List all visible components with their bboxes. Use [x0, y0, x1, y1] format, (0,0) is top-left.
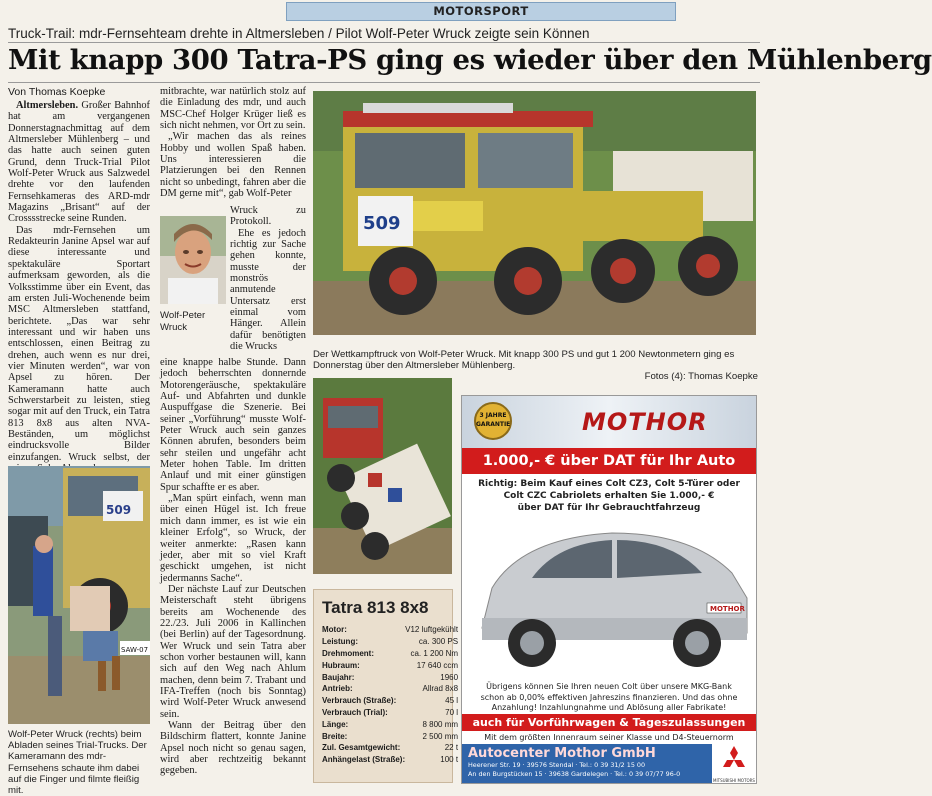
- car-plate: SAW-07: [121, 646, 149, 654]
- specs-label: Baujahr:: [322, 672, 355, 682]
- specs-value: Allrad 8x8: [422, 684, 459, 694]
- specs-label: Länge:: [322, 719, 349, 729]
- tech-specs-box: [313, 589, 459, 783]
- specs-label: Verbrauch (Trial):: [322, 707, 388, 717]
- mitsubishi-logo: [712, 744, 756, 783]
- ad-service: Mit dem größten Innenraum seiner Klasse und D4-Steuernorm: [484, 733, 734, 742]
- article-headline: Mit knapp 300 Tatra-PS ging es wieder über den Mühlenberg: [8, 44, 932, 76]
- specs-row: [322, 718, 458, 730]
- paragraph: Wann der Beitrag über den Bildschirm flattert, konnte Janine Apsel noch nicht so genau sagen, wird aber rechtzeitig bekannt gegeben.: [160, 720, 306, 777]
- dealer-address-1: Heerener Str. 19 · 39576 Stendal · Tel.: 0 39 31/2 15 00: [468, 761, 646, 769]
- specs-label: Breite:: [322, 731, 348, 741]
- specs-row: [322, 648, 458, 660]
- paragraph: Der nächste Lauf zur Deutschen Meisterschaft steht übrigens bereits am Wochenende des 22./23. Juli 2006 in Kallinchen (bei Berlin) auf der Tagesordnung. Wer Wruck und sein Tatra aber schon vorher bestaunen will, kann sich auf den Weg nach Ahlum machen, denn beim 7. Trabant und IFA-Treffen (noch bis Sonntag) wird Wolf-Peter Wruck anwesend sein.: [160, 583, 306, 720]
- specs-value: 2 500 mm: [422, 731, 459, 741]
- dealer-address-2: An den Burgstücken 15 · 39638 Gardelegen · Tel.: 0 39 07/77 96-0: [468, 769, 681, 778]
- ad-body-line: Richtig: Beim Kauf eines Colt CZ3, Colt 5-Türer oder: [478, 479, 740, 489]
- specs-row: [322, 624, 458, 636]
- specs-row: [322, 683, 458, 695]
- specs-value: 22 t: [444, 743, 459, 753]
- ad-offer: 1.000,- € über DAT für Ihr Auto: [462, 448, 756, 474]
- specs-label: Anhängelast (Straße):: [322, 755, 406, 765]
- paragraph: eine knappe halbe Stunde. Dann jedoch beherrschten donnernde Motorengeräusche, spektakuläre Auf- und Abfahrten und dunkle Auspuffgase die Szenerie. Bei seiner „Vorführung“ musste Wolf-Peter Wruck auch sein ganzes Können abrufen, besonders beim sehr steilen und ungefähr acht Meter hohen Table. Im dritten Anlauf und mit einer günstigen Spur schaffte er es aber.: [160, 357, 306, 493]
- specs-value: 1960: [440, 672, 459, 682]
- article-column-2-narrow: [230, 205, 306, 357]
- specs-value: ca. 1 200 Nm: [410, 648, 459, 658]
- ad-body-line: über DAT für Ihr Gebrauchtfahrzeug: [517, 503, 701, 513]
- divider: [8, 42, 760, 43]
- dealer-name: Autocenter Mothor GmbH: [468, 746, 656, 761]
- portrait-caption-line: Wolf-Peter: [160, 310, 206, 321]
- specs-label: Antrieb:: [322, 684, 353, 694]
- ad-finance-line: Übrigens können Sie Ihren neuen Colt über unsere MKG-Bank: [486, 682, 732, 691]
- portrait-caption-line: Wruck: [160, 322, 188, 333]
- photo-credit: Fotos (4): Thomas Koepke: [644, 371, 758, 383]
- car-advertisement: [461, 395, 757, 784]
- specs-value: 100 t: [440, 755, 459, 765]
- article-column-2-bottom: [160, 357, 306, 785]
- article-column-1: [8, 100, 150, 466]
- ad-finance: [468, 682, 750, 714]
- specs-label: Drehmoment:: [322, 648, 375, 658]
- ad-header: [462, 396, 756, 448]
- specs-row: [322, 742, 458, 754]
- article-kicker: Truck-Trail: mdr-Fernsehteam drehte in Altmersleben / Pilot Wolf-Peter Wruck zeigte sein Können: [8, 26, 590, 41]
- specs-value: 17 640 ccm: [416, 660, 459, 670]
- paragraph: mitbrachte, war natürlich stolz auf die Einladung des mdr, und auch MSC-Chef Holger Krüger ließ es sich nicht nehmen, vor Ort zu sein.: [160, 86, 306, 132]
- specs-label: Hubraum:: [322, 660, 360, 670]
- ad-body: [468, 478, 750, 514]
- unloading-caption: Wolf-Peter Wruck (rechts) beim Abladen seines Trial-Trucks. Der Kameramann des mdr-Fernsehens schaute ihm dabei auf die Finger und filmte fleißig mit.: [8, 729, 147, 796]
- paragraph: „Wir machen das als reines Hobby und wollen Spaß haben. Uns interessieren die Platzierungen bei den Rennen nicht so unbedingt, fahren aber die DM gerne mit“, gab Wolf-Peter: [160, 131, 306, 200]
- specs-table: [322, 624, 458, 766]
- dealer-footer: [462, 744, 712, 783]
- caption-text: Der Wettkampftruck von Wolf-Peter Wruck. Mit knapp 300 PS und gut 1 200 Newtonmetern ging es Donnerstag über den Altmersleber Mühlenberg.: [313, 349, 735, 372]
- paragraph: Das mdr-Fernsehen um Redakteurin Janine Apsel war auf diese interessante und spektakuläre Sportart aufmerksam geworden, als die Volksstimme über ein Event, das am ersten Juli-Wochenende beim MSC Altmersleben stattfand, berichtete. „Das war sehr interessant und wir haben uns entschlossen, einen Beitrag zu drehen, auch wenn es nur drei, vier Minuten werden“, war von Apsel zu hören. Der Kameramann hatte auch Schwerstarbeit zu leisten, stieg sogar mit auf den Truck, ein Tatra 813 8x8 aus alten NVA-Beständen, um möglichst eindrucksvolle Bilder einzufangen. Wruck selbst, der: [8, 224, 150, 463]
- paragraph: Wruck zu Protokoll.: [230, 205, 306, 228]
- logo-caption: MITSUBISHI MOTORS: [713, 778, 755, 783]
- specs-label: Leistung:: [322, 637, 358, 647]
- specs-row: [322, 636, 458, 648]
- specs-value: 8 800 mm: [422, 719, 459, 729]
- car-plate-ad: MOTHOR: [710, 605, 745, 613]
- byline: [8, 86, 105, 98]
- specs-label: Verbrauch (Straße):: [322, 696, 397, 706]
- paragraph: Ehe es jedoch richtig zur Sache gehen konnte, musste der monströs anmutende Untersatz erst einmal vom Hänger. Allein dafür benötigten die Wrucks: [230, 227, 306, 353]
- specs-row: [322, 695, 458, 707]
- specs-value: V12 luftgekühlt: [405, 625, 459, 635]
- section-rubric: MOTORSPORT: [286, 2, 676, 21]
- truck-number: 509: [106, 503, 132, 517]
- ad-finance-line: Anzahlung! Inzahlungnahme und Ablösung aller Fabrikate!: [491, 703, 727, 712]
- climb-photo: [313, 378, 452, 574]
- specs-value: 70 l: [445, 707, 459, 717]
- specs-title: Tatra 813 8x8: [322, 598, 429, 617]
- specs-row: [322, 754, 458, 766]
- specs-label: Motor:: [322, 625, 347, 635]
- dateline: Altmersleben.: [16, 100, 79, 111]
- specs-row: [322, 659, 458, 671]
- specs-row: [322, 707, 458, 719]
- three-diamonds-icon: [712, 744, 756, 774]
- main-truck-photo: [313, 91, 756, 335]
- byline-text: Von Thomas Koepke: [8, 86, 106, 98]
- specs-row: [322, 671, 458, 683]
- ad-finance-line: schon ab 0,00% effektiven Jahreszins finanzieren. Und das ohne: [480, 692, 738, 702]
- truck-number: 509: [363, 213, 401, 234]
- specs-value: ca. 300 PS: [418, 637, 459, 647]
- car-illustration: [462, 518, 756, 678]
- specs-row: [322, 730, 458, 742]
- portrait-photo: [160, 216, 226, 304]
- ad-body-line: Colt CZC Cabriolets erhalten Sie 1.000,- €: [503, 491, 715, 501]
- article-column-2-top: [160, 86, 306, 216]
- ad-promo: auch für Vorführwagen & Tageszulassungen: [462, 714, 756, 731]
- dealer-brand: MOTHOR: [582, 408, 708, 436]
- divider: [8, 82, 760, 83]
- specs-value: 45 l: [445, 696, 459, 706]
- unloading-photo: [8, 466, 150, 724]
- portrait-caption: [160, 310, 226, 334]
- paragraph: „Man spürt einfach, wenn man über einen Hügel ist. Ich freue mich dann immer, es ist wie ein kleiner Erfolg“, so Wruck, der weiter anmerkte: „Rasen kann jeder, aber mit so viel Kraft geschickt umgehen, ist nicht jedermanns Sache“.: [160, 493, 306, 584]
- paragraph: Großer Bahnhof hat am vergangenen Donnerstagnachmittag auf dem Altmersleber Mühlenberg – und das hatte auch seinen guten Grund, denn Truck-Trial Pilot Wolf-Peter Wruck aus Salzwedel drehte vor den laufenden Fernsehkameras des ARD-mdr Magazins „Brisant“ auf der Crosssstrecke seine Runden.: [8, 100, 150, 225]
- warranty-badge: 3 JAHRE GARANTIE: [474, 402, 512, 440]
- specs-label: Zul. Gesamtgewicht:: [322, 743, 401, 753]
